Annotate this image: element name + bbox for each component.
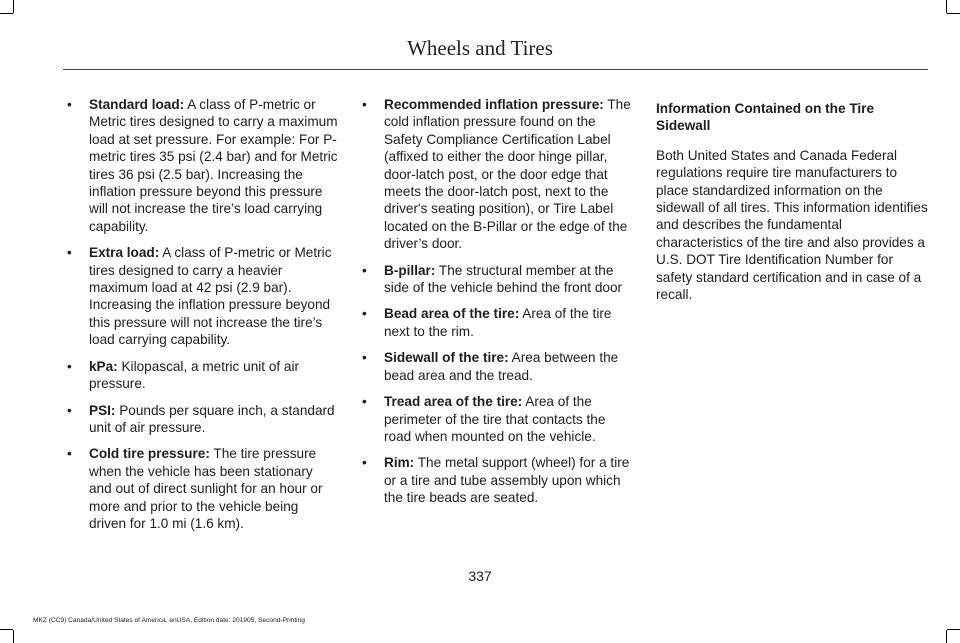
definition-term: Standard load: [89,97,185,112]
definition-item [67,402,339,437]
definition-list-2 [362,96,634,507]
bullet-icon: • [67,97,72,112]
bullet-icon: • [362,350,367,366]
crop-mark-bottom-left-h [0,629,13,630]
definition-text: A class of P-metric or Metric tires designed to carry a maximum load at set pressure. For example: For P-metric tires 35 psi (2.4 bar) and for Metric tires 36 psi (2.5 bar). Increasing the inflation pressure beyond this pressure will not increase the tire’s load carrying capability. [89,97,338,234]
definition-term: B-pillar: [384,262,436,278]
bullet-icon: • [67,245,72,261]
definition-item [362,393,634,445]
definition-text: Area between the bead area and the tread. [384,350,619,383]
page-title: Wheels and Tires [407,36,553,60]
footer-edition-info: MKZ (CC9) Canada/United States of America, enUSA, Edition date: 201905, Second-Printing [33,617,305,624]
definition-term: Extra load: [89,245,160,261]
definition-term: Tread area of the tire: [384,394,523,410]
definition-term: PSI: [89,402,116,418]
definition-item [362,96,634,253]
definition-item [67,244,339,348]
definition-text: Area of the perimeter of the tire that contacts the road when mounted on the vehicle. [384,394,606,444]
crop-mark-top-right-v [946,0,947,13]
bullet-icon: • [362,306,367,322]
bullet-icon: • [67,358,72,374]
definition-item [362,454,634,506]
definition-item [67,96,339,235]
bullet-icon: • [362,455,367,471]
column-2 [362,96,634,516]
header-divider [63,69,928,70]
definition-item [67,445,339,532]
definition-item [67,358,339,393]
bullet-icon: • [362,262,367,278]
definition-text: A class of P-metric or Metric tires designed to carry a heavier maximum load at 42 psi (2.9 bar). Increasing the inflation pressure beyond this pressure will not increase the tire’s load carrying capability. [89,245,332,348]
definition-term: Sidewall of the tire: [384,350,509,366]
definition-term: Cold tire pressure: [89,446,210,462]
crop-mark-top-right-h [947,13,960,14]
section-paragraph: Both United States and Canada Federal regulations require tire manufacturers to place standardized information on the sidewall of all tires. This information identifies and describes the fundamental characteristics of the tire and also provides a U.S. DOT Tire Identification Number for safety standard certification and in case of a recall. [656,147,928,303]
definition-term: kPa: [89,358,118,374]
crop-mark-bottom-left-v [13,630,14,643]
crop-mark-top-left-v [13,0,14,13]
definition-term: Recommended inflation pressure: [384,97,604,112]
column-3 [656,96,928,303]
page-number: 337 [468,568,492,584]
bullet-icon: • [362,97,367,112]
definition-text: The metal support (wheel) for a tire or a tire and tube assembly upon which the tire beads are seated. [384,455,630,506]
definition-text: The structural member at the side of the vehicle behind the front door [384,262,623,296]
definition-list-1 [67,96,339,532]
crop-mark-top-left-h [0,13,13,14]
definition-text: Kilopascal, a metric unit of air pressure. [89,358,300,392]
bullet-icon: • [67,402,72,418]
definition-item [362,349,634,384]
crop-mark-bottom-right-v [946,630,947,643]
section-heading: Information Contained on the Tire Sidewall [656,101,875,134]
bullet-icon: • [362,394,367,410]
column-1 [67,96,339,541]
definition-text: The cold inflation pressure found on the Safety Compliance Certification Label (affixed to either the door hinge pillar, door-latch post, or the door edge that meets the door-latch post, next to the driver's seating position), or Tire Label located on the B-Pillar or the edge of the driver’s door. [384,97,631,252]
definition-text: Area of the tire next to the rim. [384,306,612,339]
bullet-icon: • [67,446,72,462]
crop-mark-bottom-right-h [947,629,960,630]
definition-term: Rim: [384,455,415,471]
definition-term: Bead area of the tire: [384,306,520,322]
definition-item [362,305,634,340]
definition-item [362,262,634,297]
definition-text: Pounds per square inch, a standard unit of air pressure. [89,402,335,435]
definition-text: The tire pressure when the vehicle has been stationary and out of direct sunlight for an hour or more and prior to the vehicle being driven for 1.0 mi (1.6 km). [89,446,323,531]
